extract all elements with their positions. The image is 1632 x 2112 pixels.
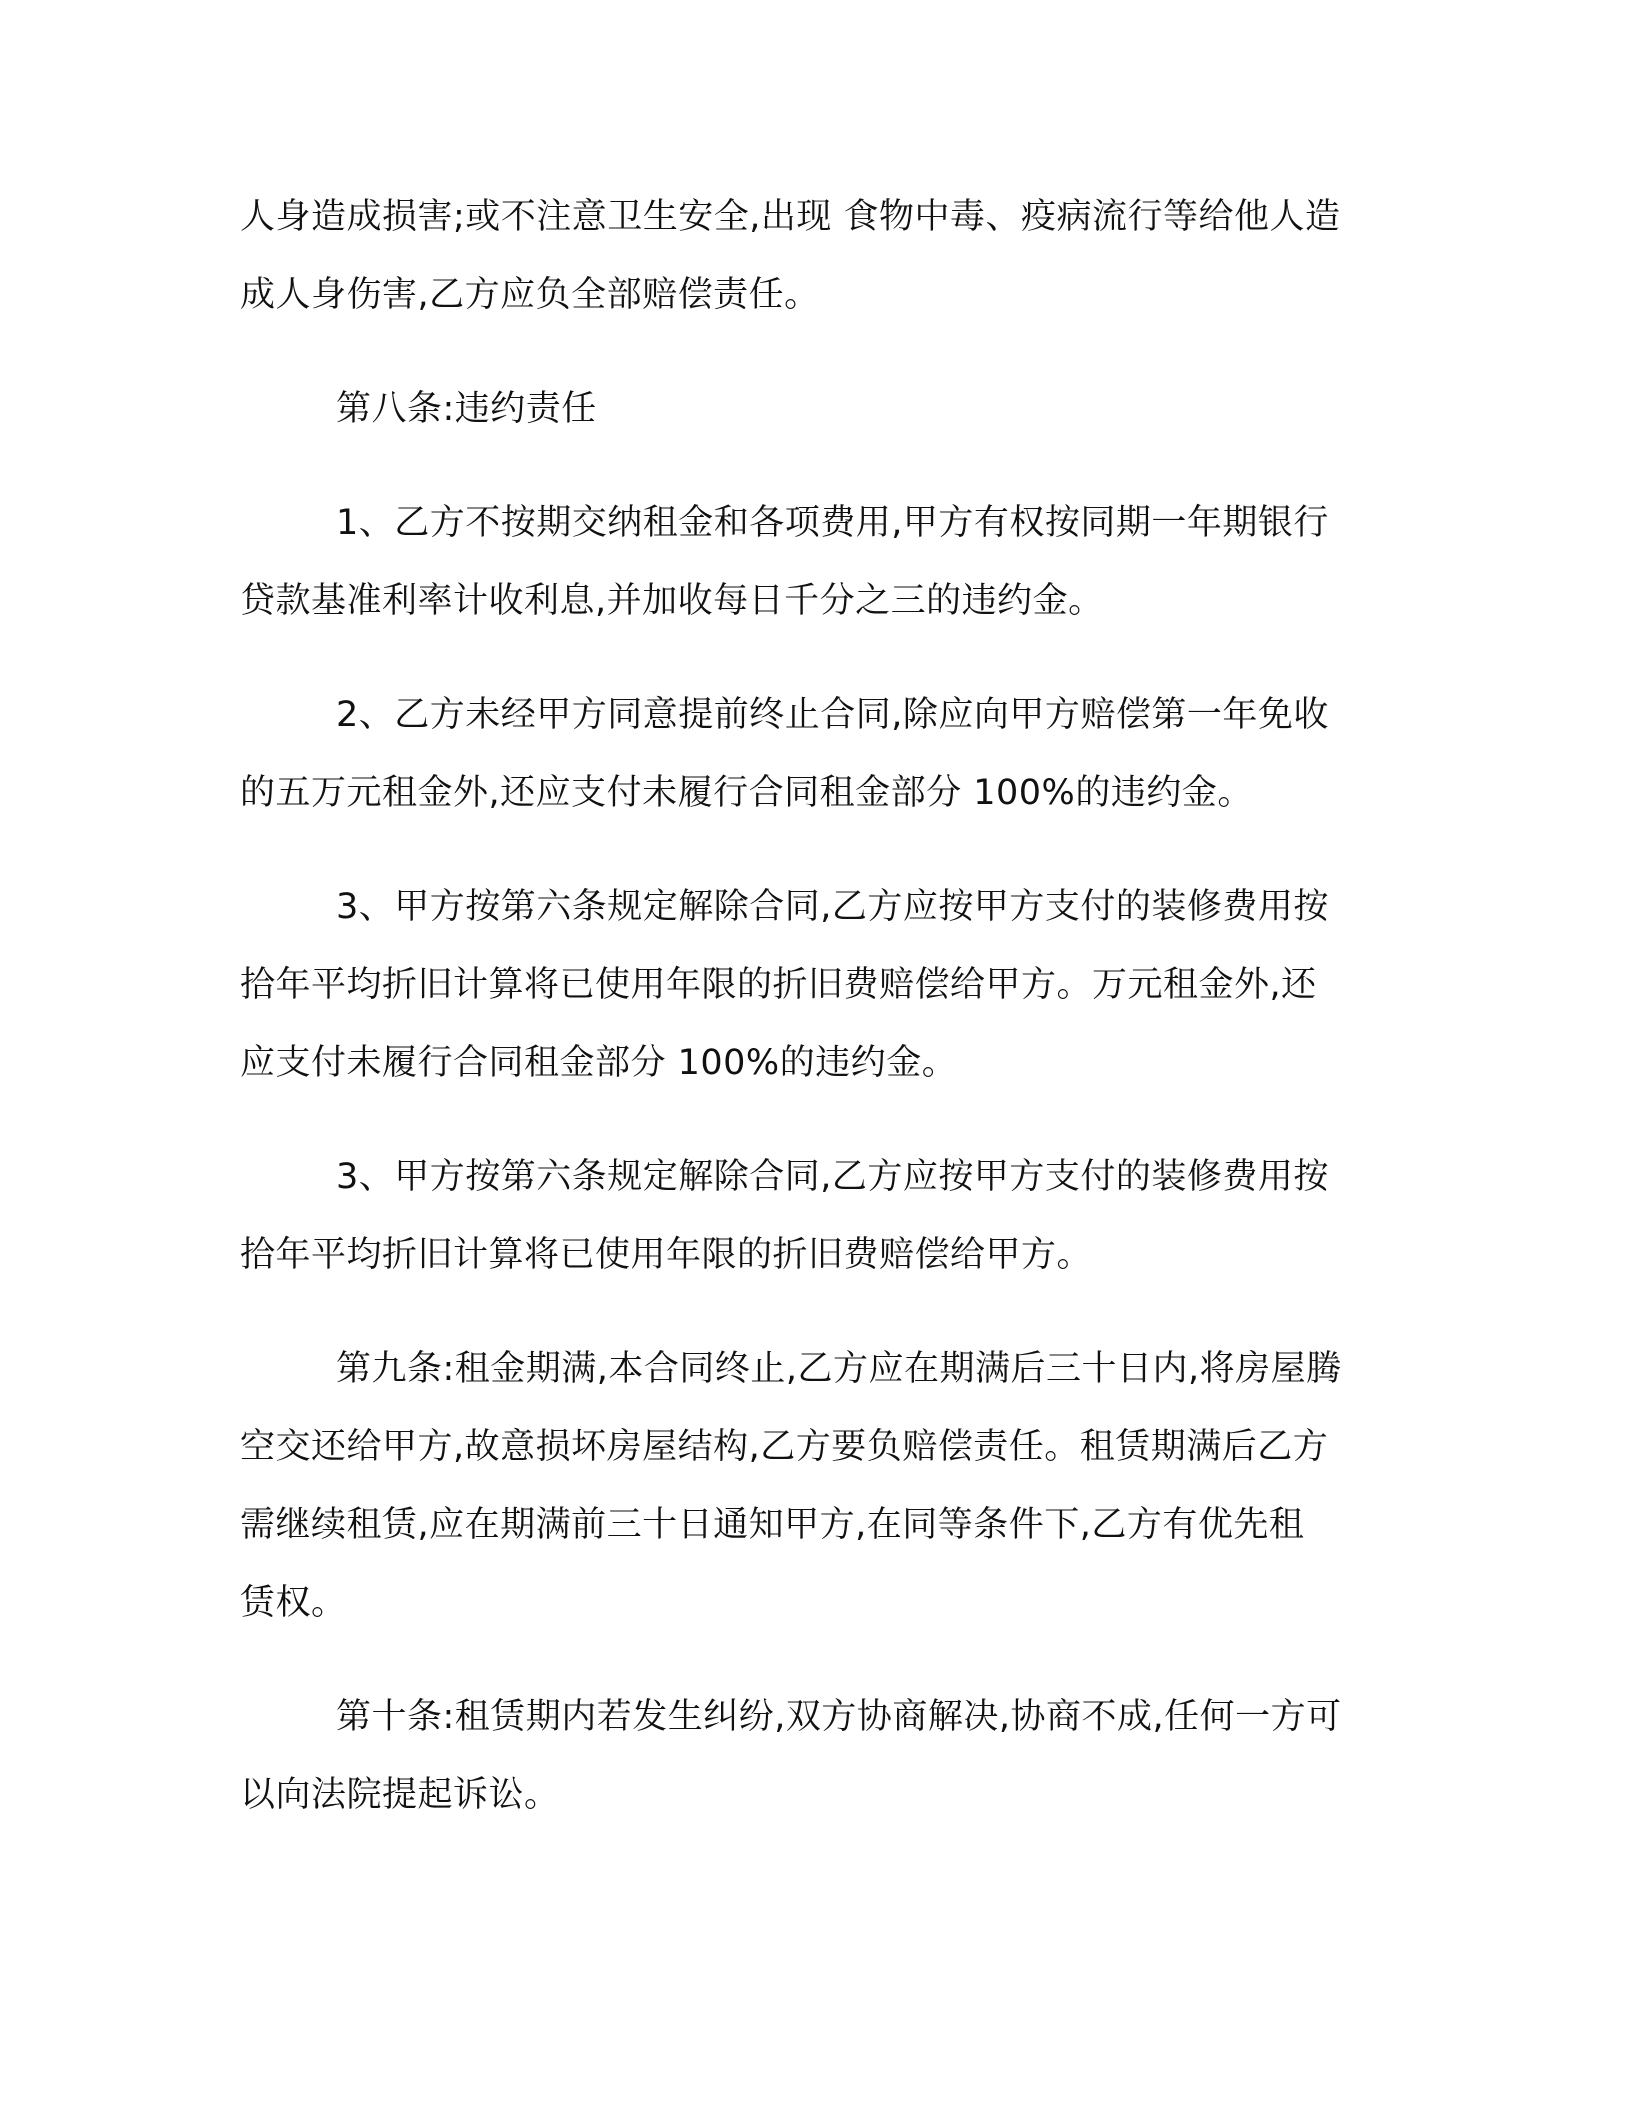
text-line: 空交还给甲方,故意损坏房屋结构,乙方要负赔偿责任。租赁期满后乙方 xyxy=(240,1427,1329,1467)
text-line: 第八条:违约责任 xyxy=(336,389,597,429)
text-line: 3、甲方按第六条规定解除合同,乙方应按甲方支付的装修费用按 xyxy=(336,1157,1329,1197)
text-line: 需继续租赁,应在期满前三十日通知甲方,在同等条件下,乙方有优先租 xyxy=(240,1505,1305,1545)
clause-8-3-a xyxy=(240,868,1390,1102)
clause-8-1 xyxy=(240,484,1390,640)
text-line: 成人身伤害,乙方应负全部赔偿责任。 xyxy=(240,275,820,315)
article-8-heading xyxy=(240,370,1390,448)
text-line: 2、乙方未经甲方同意提前终止合同,除应向甲方赔偿第一年免收 xyxy=(336,695,1329,735)
article-9 xyxy=(240,1330,1390,1642)
text-line: 赁权。 xyxy=(240,1583,347,1623)
document-body xyxy=(240,178,1390,1870)
text-line: 第十条:租赁期内若发生纠纷,双方协商解决,协商不成,任何一方可 xyxy=(336,1697,1342,1737)
text-line: 拾年平均折旧计算将已使用年限的折旧费赔偿给甲方。 xyxy=(240,1235,1093,1275)
text-line: 人身造成损害;或不注意卫生安全,出现 食物中毒、疫病流行等给他人造 xyxy=(240,197,1341,237)
text-line: 贷款基准利率计收利息,并加收每日千分之三的违约金。 xyxy=(240,581,1104,621)
text-line: 1、乙方不按期交纳租金和各项费用,甲方有权按同期一年期银行 xyxy=(336,503,1329,543)
text-line: 第九条:租金期满,本合同终止,乙方应在期满后三十日内,将房屋腾 xyxy=(336,1349,1342,1389)
paragraph-damage-liability xyxy=(240,178,1390,334)
article-10 xyxy=(240,1678,1390,1834)
text-line: 的五万元租金外,还应支付未履行合同租金部分 100%的违约金。 xyxy=(240,773,1253,813)
text-line: 应支付未履行合同租金部分 100%的违约金。 xyxy=(240,1043,958,1083)
text-line: 以向法院提起诉讼。 xyxy=(240,1775,560,1815)
clause-8-3-b xyxy=(240,1138,1390,1294)
text-line: 3、甲方按第六条规定解除合同,乙方应按甲方支付的装修费用按 xyxy=(336,887,1329,927)
text-line: 拾年平均折旧计算将已使用年限的折旧费赔偿给甲方。万元租金外,还 xyxy=(240,965,1317,1005)
clause-8-2 xyxy=(240,676,1390,832)
